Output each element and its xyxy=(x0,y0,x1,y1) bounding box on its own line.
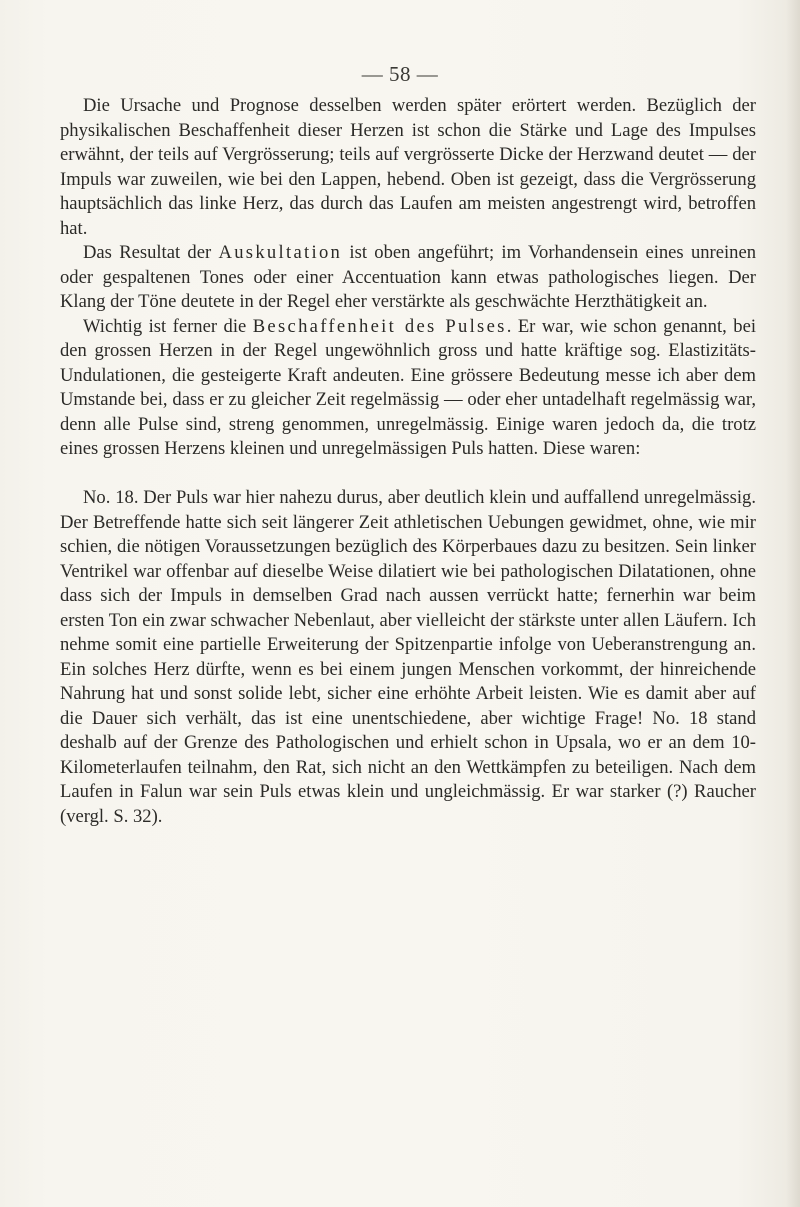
paragraph-auskultation-rest: ist oben angeführt; im Vorhandensein eines unreinen oder gespaltenen Tones oder einer Accentuation kann etwas pathologisches liegen. Der Klang der Töne deutete in der Regel eher verstärkte als geschwächte Herzthätigkeit an. xyxy=(60,242,756,312)
paragraph-puls xyxy=(60,315,756,462)
emphasized-term-auskultation: Auskultation xyxy=(218,242,343,263)
page-number: — 58 — xyxy=(361,62,439,86)
emphasized-term-pulses: Beschaffenheit des Pulses xyxy=(252,315,507,337)
paragraph-puls-start: Wichtig ist ferner die xyxy=(83,315,253,337)
paragraph-auskultation-start: Das Resultat der xyxy=(83,242,219,263)
page-edge-shadow xyxy=(786,0,800,1207)
body-text xyxy=(60,94,756,829)
paragraph-auskultation xyxy=(60,241,756,315)
paragraph-puls-rest: . Er war, wie schon genannt, bei den grossen Herzen in der Regel ungewöhnlich gross und hatte kräftige sog. Elastizitäts-Undulationen, die gesteigerte Kraft andeuten. Eine grössere Bedeutung messe ich aber dem Umstande bei, dass er zu gleicher Zeit regelmässig — oder eher untadelhaft regelmässig war, denn alle Pulse sind, streng genommen, unregelmässig. Einige waren jedoch da, die trotz eines grossen Herzens kleinen und unregelmässigen Puls hatten. Diese waren: xyxy=(60,315,756,459)
paragraph-case-18: No. 18. Der Puls war hier nahezu durus, aber deutlich klein und auffallend unregelmässig. Der Betreffende hatte sich seit längerer Zeit athletischen Uebungen gewidmet, ohne, wie mir schien, die nötigen Voraussetzungen bezüglich des Körperbaues dazu zu besitzen. Sein linker Ventrikel war offenbar auf dieselbe Weise dilatiert wie bei pathologischen Dilatationen, ohne dass sich der Impuls in demselben Grad nach aussen verrückt hatte; fernerhin war beim ersten Ton ein zwar schwacher Nebenlaut, aber vielleicht der stärkste unter allen Läufern. Ich nehme somit eine partielle Erweiterung der Spitzenpartie infolge von Ueberanstrengung an. Ein solches Herz dürfte, wenn es bei einem jungen Menschen vorkommt, der hinreichende Nahrung hat und sonst solide lebt, sicher eine erhöhte Arbeit leisten. Wie es damit aber auf die Dauer sich verhält, das ist eine unentschiedene, aber wichtige Frage! No. 18 stand deshalb auf der Grenze des Pathologischen und erhielt schon in Upsala, wo er an dem 10-Kilometerlaufen teilnahm, den Rat, sich nicht an den Wettkämpfen zu beteiligen. Nach dem Laufen in Falun war sein Puls etwas klein und ungleichmässig. Er war starker (?) Raucher (vergl. S. 32). xyxy=(60,487,756,827)
paragraph-ursache: Die Ursache und Prognose desselben werden später erörtert werden. Bezüglich der physikalischen Beschaffenheit dieser Herzen ist schon die Stärke und Lage des Impulses erwähnt, der teils auf Vergrösserung; teils auf vergrösserte Dicke der Herzwand deutet — der Impuls war zuweilen, wie bei den Lappen, hebend. Oben ist gezeigt, dass die Vergrösserung hauptsächlich das linke Herz, das durch das Laufen am meisten angestrengt wird, betroffen hat. xyxy=(60,95,756,239)
